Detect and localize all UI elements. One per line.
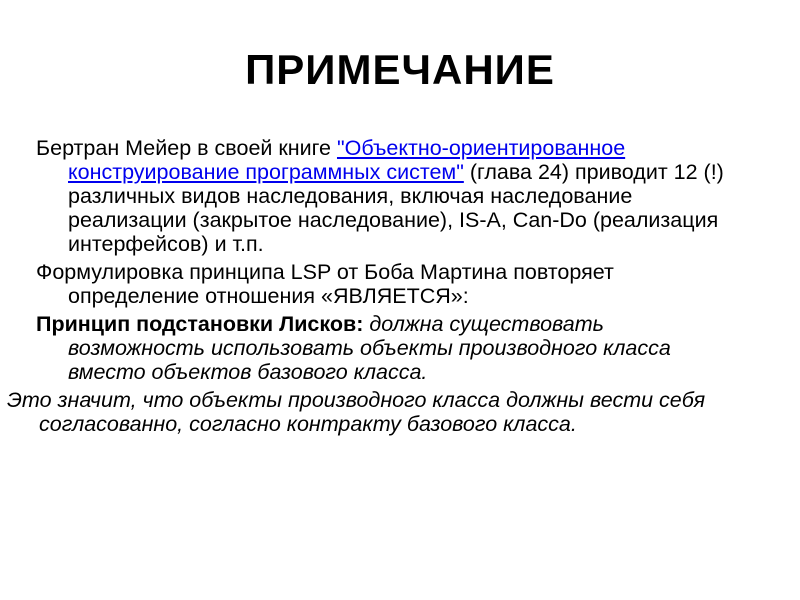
paragraph-contract bbox=[7, 388, 726, 436]
paragraph-meyer bbox=[36, 136, 726, 256]
slide-title: ПРИМЕЧАНИЕ bbox=[245, 46, 555, 93]
lsp-formulation-text: Формулировка принципа LSP от Боба Мартина повторяет определение отношения «ЯВЛЯЕТСЯ»: bbox=[36, 260, 614, 308]
paragraph-lsp-formulation bbox=[36, 260, 726, 308]
paragraph-liskov-principle bbox=[36, 312, 726, 384]
meyer-text-before: Бертран Мейер в своей книге bbox=[36, 136, 337, 160]
slide-body bbox=[7, 136, 726, 440]
principle-heading: Принцип подстановки Лисков: bbox=[36, 312, 364, 336]
contract-text: Это значит, что объекты производного класса должны вести себя согласованно, согласно контракту базового класса. bbox=[7, 388, 706, 436]
meyer-text-after: (глава 24) приводит 12 (!) различных видов наследования, включая наследование реализации (закрытое наследование), IS-A, Can-Do (реализация интерфейсов) и т.п. bbox=[68, 160, 724, 256]
book-link[interactable]: "Объектно-ориентированное конструирование программных систем" bbox=[68, 136, 626, 184]
principle-text: должна существовать возможность использовать объекты производного класса вместо объектов базового класса. bbox=[68, 312, 671, 384]
